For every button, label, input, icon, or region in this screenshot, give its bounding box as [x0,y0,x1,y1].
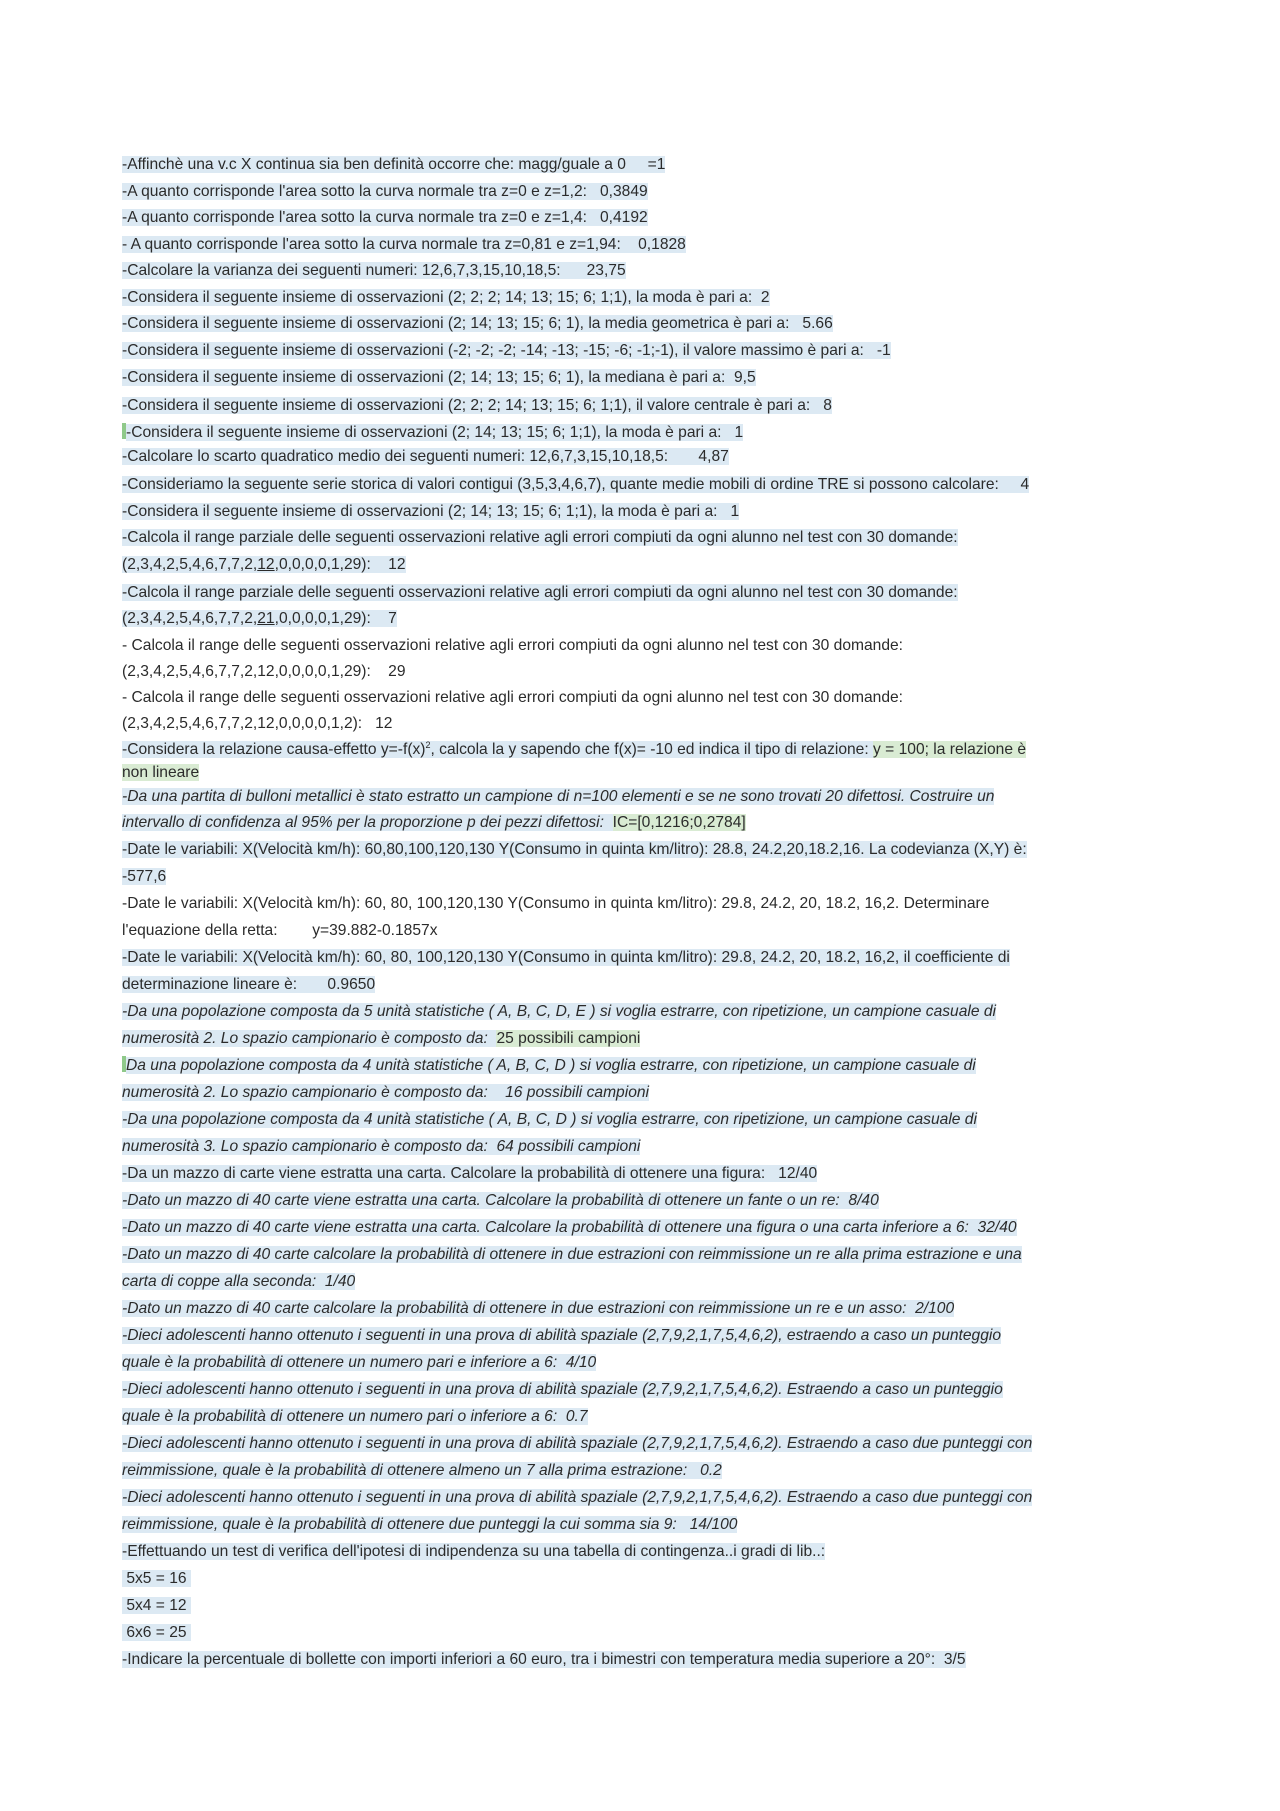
question-line: -Considera il seguente insieme di osservazioni (2; 14; 13; 15; 6; 1), la mediana è pari a: 9,5 [122,369,756,386]
range-question: -Calcola il range parziale delle seguenti osservazioni relative agli errori compiuti da ogni alunno nel test con 30 domande: [122,584,958,601]
variabili-answer: l'equazione della retta: y=39.882-0.1857x [122,922,438,939]
range-question: - Calcola il range delle seguenti osservazioni relative agli errori compiuti da ogni alunno nel test con 30 domande: [122,637,904,654]
dieci-question: -Dieci adolescenti hanno ottenuto i seguenti in una prova di abilità spaziale (2,7,9,2,1,7,5,4,6,2). Estraendo a caso due punteggi con [122,1435,1033,1452]
variabili-answer: -577,6 [122,868,167,885]
question-line: -Considera il seguente insieme di osservazioni (2; 2; 2; 14; 13; 15; 6; 1;1), la moda è pari a: 2 [122,289,770,306]
question-line: -Calcolare la varianza dei seguenti numeri: 12,6,7,3,15,10,18,5: 23,75 [122,262,626,279]
question-line: -Calcolare lo scarto quadratico medio dei seguenti numeri: 12,6,7,3,15,10,18,5: 4,87 [122,448,729,465]
popolazione-answer: numerosità 2. Lo spazio campionario è composto da: 25 possibili campioni [122,1030,641,1047]
question-line: -Considera il seguente insieme di osservazioni (2; 2; 2; 14; 13; 15; 6; 1;1), il valore centrale è pari a: 8 [122,397,832,414]
question-line: -Considera il seguente insieme di osservazioni (2; 14; 13; 15; 6; 1), la media geometrica è pari a: 5.66 [122,315,833,332]
variabili-question: -Date le variabili: X(Velocità km/h): 60, 80, 100,120,130 Y(Consumo in quinta km/litro): 29.8, 24.2, 20, 18.2, 16,2, il coefficiente di [122,949,1010,966]
variabili-answer: determinazione lineare è: 0.9650 [122,976,376,993]
carte-question: -Dato un mazzo di 40 carte calcolare la probabilità di ottenere in due estrazioni con reimmissione un re e un asso: 2/100 [122,1300,955,1317]
dieci-answer: reimmissione, quale è la probabilità di ottenere due punteggi la cui somma sia 9: 14/100 [122,1516,738,1533]
range-answer: (2,3,4,2,5,4,6,7,7,2,12,0,0,0,0,1,29): 12 [122,556,406,573]
popolazione-question: -Da una popolazione composta da 4 unità statistiche ( A, B, C, D ) si voglia estrarre, con ripetizione, un campione casuale di [122,1111,977,1128]
contingenza-question: -Effettuando un test di verifica dell'ipotesi di indipendenza su una tabella di contingenza..i gradi di lib..: [122,1543,826,1560]
range-answer: (2,3,4,2,5,4,6,7,7,2,12,0,0,0,0,1,29): 29 [122,663,406,680]
dieci-answer: quale è la probabilità di ottenere un numero pari e inferiore a 6: 4/10 [122,1354,597,1371]
carte-answer: carta di coppe alla seconda: 1/40 [122,1273,356,1290]
question-line: -Consideriamo la seguente serie storica di valori contigui (3,5,3,4,6,7), quante medie mobili di ordine TRE si possono calcolare: 4 [122,476,1030,493]
popolazione-question: Da una popolazione composta da 4 unità statistiche ( A, B, C, D ) si voglia estrarre, con ripetizione, un campione casuale di [122,1055,976,1077]
question-line: -Considera il seguente insieme di osservazioni (2; 14; 13; 15; 6; 1;1), la moda è pari a: 1 [122,422,743,444]
carte-question: -Dato un mazzo di 40 carte viene estratta una carta. Calcolare la probabilità di ottenere una figura o una carta inferiore a 6: 32/40 [122,1219,1017,1236]
bulloni-answer: intervallo di confidenza al 95% per la proporzione p dei pezzi difettosi: IC=[0,1216;0,2784] [122,814,746,831]
contingenza-option: 6x6 = 25 [122,1624,191,1641]
popolazione-answer: numerosità 2. Lo spazio campionario è composto da: 16 possibili campioni [122,1084,650,1101]
popolazione-question: -Da una popolazione composta da 5 unità statistiche ( A, B, C, D, E ) si voglia estrarre, con ripetizione, un campione casuale di [122,1003,996,1020]
question-line: -Considera il seguente insieme di osservazioni (-2; -2; -2; -14; -13; -15; -6; -1;-1), il valore massimo è pari a: -1 [122,342,891,359]
bollette-question: -Indicare la percentuale di bollette con importi inferiori a 60 euro, tra i bimestri con temperatura media superiore a 20°: 3/5 [122,1651,966,1668]
question-line: -A quanto corrisponde l'area sotto la curva normale tra z=0 e z=1,4: 0,4192 [122,209,648,226]
range-question: -Calcola il range parziale delle seguenti osservazioni relative agli errori compiuti da ogni alunno nel test con 30 domande: [122,529,958,546]
dieci-answer: quale è la probabilità di ottenere un numero pari o inferiore a 6: 0.7 [122,1408,588,1425]
variabili-question: -Date le variabili: X(Velocità km/h): 60, 80, 100,120,130 Y(Consumo in quinta km/litro): 29.8, 24.2, 20, 18.2, 16,2. Determinare [122,895,990,912]
popolazione-answer: numerosità 3. Lo spazio campionario è composto da: 64 possibili campioni [122,1138,641,1155]
variabili-question: -Date le variabili: X(Velocità km/h): 60,80,100,120,130 Y(Consumo in quinta km/litro): 28.8, 24.2,20,18.2,16. La codevianza (X,Y) è: [122,841,1027,858]
causa-effetto-question: -Considera la relazione causa-effetto $y=-f(x)^2$, calcola la y sapendo che f(x)= -10 ed indica il tipo di relazione: y = 100; la relazione è [122,739,1027,758]
question-line: -Considera il seguente insieme di osservazioni (2; 14; 13; 15; 6; 1;1), la moda è pari a: 1 [122,503,740,520]
dieci-question: -Dieci adolescenti hanno ottenuto i seguenti in una prova di abilità spaziale (2,7,9,2,1,7,5,4,6,2), estraendo a caso un punteggio [122,1327,1002,1344]
carte-question: -Dato un mazzo di 40 carte calcolare la probabilità di ottenere in due estrazioni con reimmissione un re alla prima estrazione e una [122,1246,1022,1263]
contingenza-option: 5x4 = 12 [122,1597,191,1614]
carte-question: -Dato un mazzo di 40 carte viene estratta una carta. Calcolare la probabilità di ottenere un fante o un re: 8/40 [122,1192,879,1209]
question-line: -Affinchè una v.c X continua sia ben definità occorre che: magg/guale a 0 =1 [122,156,666,173]
range-answer: (2,3,4,2,5,4,6,7,7,2,12,0,0,0,0,1,2): 12 [122,715,393,732]
dieci-answer: reimmissione, quale è la probabilità di ottenere almeno un 7 alla prima estrazione: 0.2 [122,1462,722,1479]
range-question: - Calcola il range delle seguenti osservazioni relative agli errori compiuti da ogni alunno nel test con 30 domande: [122,689,904,706]
question-line: -A quanto corrisponde l'area sotto la curva normale tra z=0 e z=1,2: 0,3849 [122,183,648,200]
range-answer: (2,3,4,2,5,4,6,7,7,2,21,0,0,0,0,1,29): 7 [122,610,397,627]
causa-effetto-answer: non lineare [122,764,200,781]
carte-question: -Da un mazzo di carte viene estratta una carta. Calcolare la probabilità di ottenere una figura: 12/40 [122,1165,818,1182]
dieci-question: -Dieci adolescenti hanno ottenuto i seguenti in una prova di abilità spaziale (2,7,9,2,1,7,5,4,6,2). Estraendo a caso un punteggio [122,1381,1003,1398]
bulloni-question: -Da una partita di bulloni metallici è stato estratto un campione di n=100 elementi e se ne sono trovati 20 difettosi. Costruire un [122,788,995,805]
question-line: - A quanto corrisponde l'area sotto la curva normale tra z=0,81 e z=1,94: 0,1828 [122,236,686,253]
contingenza-option: 5x5 = 16 [122,1570,191,1587]
dieci-question: -Dieci adolescenti hanno ottenuto i seguenti in una prova di abilità spaziale (2,7,9,2,1,7,5,4,6,2). Estraendo a caso due punteggi con [122,1489,1033,1506]
